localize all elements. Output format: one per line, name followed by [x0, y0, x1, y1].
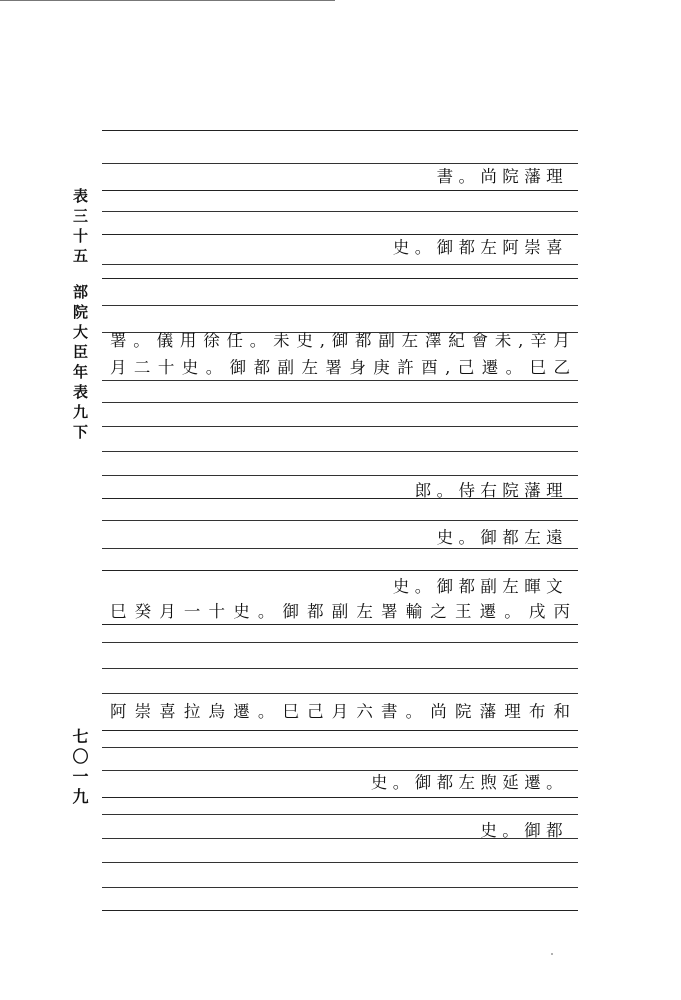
table-rule: [102, 475, 578, 476]
running-title-name: 部院大臣年表九下: [71, 284, 89, 444]
table-rule: [102, 747, 578, 748]
table-rule: [102, 163, 578, 164]
table-rule: [102, 624, 578, 625]
table-row: 郎。侍右院藩理: [414, 481, 568, 500]
table-rule: [102, 668, 578, 669]
table-rule: [102, 570, 578, 571]
table-rule: [102, 278, 578, 279]
scan-speck: [551, 953, 553, 955]
margin-running-title: [68, 188, 92, 444]
table-rule: [102, 642, 578, 643]
table-row: 史。御都副左暉文: [392, 577, 568, 596]
table-rule: [102, 402, 578, 403]
table-rule: [102, 130, 578, 131]
top-edge-rule: [0, 0, 335, 1]
table-row: 巳癸月一十史。御都副左署輸之王遷。戌丙: [110, 602, 570, 621]
table-row: 史。御都左煦延遷。: [370, 773, 568, 792]
table-rule: [102, 264, 578, 265]
table-rule: [102, 887, 578, 888]
register-table: [102, 130, 578, 918]
table-rule: [102, 797, 578, 798]
table-row: 阿崇喜拉烏遷。巳己月六書。尚院藩理布和: [110, 702, 570, 721]
table-rule: [102, 305, 578, 306]
table-rule: [102, 862, 578, 863]
running-title-table-number: 表三十五: [71, 188, 89, 268]
table-rule: [102, 426, 578, 427]
table-rule: [102, 693, 578, 694]
table-row: 月二十史。御都副左署身庚許酉,己遷。巳乙: [110, 358, 570, 377]
table-rule: [102, 190, 578, 191]
table-row: 史。御都左阿崇喜: [392, 238, 568, 257]
page-number: [66, 728, 92, 808]
table-rule: [102, 380, 578, 381]
table-rule: [102, 451, 578, 452]
table-rule: [102, 520, 578, 521]
table-row: 書。尚院藩理: [436, 167, 568, 186]
table-rule: [102, 211, 578, 212]
table-row: 史。御都左遠: [436, 528, 568, 547]
table-row: 史。御都: [480, 821, 568, 840]
table-rule: [102, 814, 578, 815]
table-rule: [102, 910, 578, 911]
table-rule: [102, 730, 578, 731]
table-row: 署。儀用徐任。未史,御都副左澤紀會未,辛月: [110, 331, 570, 350]
page-number-text: 七〇一九: [70, 728, 89, 808]
table-rule: [102, 234, 578, 235]
table-rule: [102, 770, 578, 771]
